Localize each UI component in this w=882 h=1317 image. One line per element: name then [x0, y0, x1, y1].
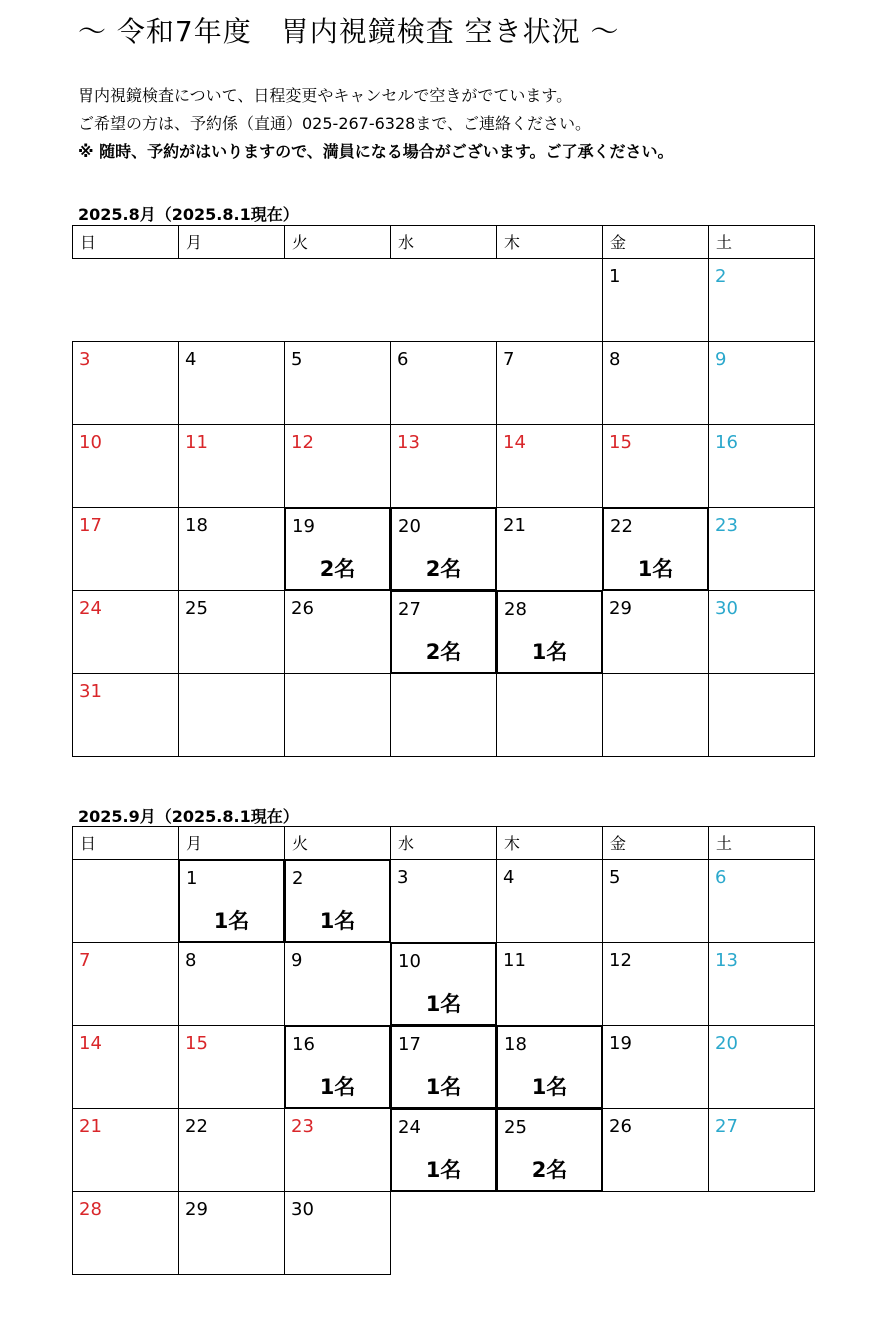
- day-cell: [178, 673, 285, 757]
- day-cell: [708, 1025, 815, 1109]
- intro-line-2: ご希望の方は、予約係（直通）025-267-6328まで、ご連絡ください。: [78, 114, 592, 133]
- day-cell: [178, 507, 285, 591]
- available-slots: 2名: [425, 557, 462, 581]
- intro-text: [78, 82, 674, 166]
- weekday-header: 木: [496, 826, 603, 860]
- day-cell: [390, 859, 497, 943]
- day-number: 11: [185, 432, 208, 453]
- day-cell: [708, 673, 815, 757]
- available-day-cell: [284, 1025, 391, 1109]
- weekday-header: 金: [602, 826, 709, 860]
- day-cell: [496, 341, 603, 425]
- day-cell: [284, 341, 391, 425]
- day-number: 23: [715, 515, 738, 536]
- day-number: 4: [503, 867, 515, 888]
- day-number: 16: [715, 432, 738, 453]
- day-number: 5: [291, 349, 303, 370]
- day-cell: [72, 424, 179, 508]
- day-number: 7: [503, 349, 515, 370]
- day-cell: [284, 590, 391, 674]
- available-day-cell: [496, 590, 603, 674]
- day-cell: [496, 942, 603, 1026]
- day-number: 24: [398, 1117, 421, 1138]
- day-number: 1: [609, 266, 621, 287]
- intro-line-1: 胃内視鏡検査について、日程変更やキャンセルで空きがでています。: [78, 86, 573, 105]
- available-day-cell: [390, 1025, 497, 1109]
- day-number: 13: [715, 950, 738, 971]
- day-number: 2: [292, 868, 304, 889]
- weekday-header: 火: [284, 826, 391, 860]
- day-number: 12: [609, 950, 632, 971]
- available-slots: 2名: [319, 557, 356, 581]
- day-cell: [602, 590, 709, 674]
- available-slots: 1名: [531, 1075, 568, 1099]
- day-number: 6: [397, 349, 409, 370]
- day-number: 16: [292, 1034, 315, 1055]
- day-cell: [72, 1108, 179, 1192]
- day-cell: [390, 673, 497, 757]
- day-number: 29: [609, 598, 632, 619]
- day-number: 1: [186, 868, 198, 889]
- available-day-cell: [390, 1108, 497, 1192]
- available-day-cell: [390, 590, 497, 674]
- day-number: 19: [292, 516, 315, 537]
- day-cell: [72, 341, 179, 425]
- day-cell: [708, 507, 815, 591]
- august-calendar-caption: 2025.8月（2025.8.1現在）: [78, 205, 299, 224]
- day-number: 21: [503, 515, 526, 536]
- available-day-cell: [178, 859, 285, 943]
- day-number: 10: [79, 432, 102, 453]
- weekday-header: 土: [708, 826, 815, 860]
- day-cell: [602, 859, 709, 943]
- available-slots: 1名: [319, 909, 356, 933]
- day-cell: [602, 424, 709, 508]
- day-number: 12: [291, 432, 314, 453]
- day-number: 30: [715, 598, 738, 619]
- day-cell: [496, 424, 603, 508]
- day-cell: [708, 1108, 815, 1192]
- day-cell: [178, 1191, 285, 1275]
- available-slots: 1名: [637, 557, 674, 581]
- day-cell: [602, 341, 709, 425]
- booking-notice: ※ 随時、予約がはいりますので、満員になる場合がございます。ご了承ください。: [78, 142, 674, 161]
- available-slots: 1名: [425, 1158, 462, 1182]
- day-cell: [178, 1025, 285, 1109]
- available-slots: 2名: [531, 1158, 568, 1182]
- weekday-header: 火: [284, 225, 391, 259]
- day-cell: [178, 942, 285, 1026]
- day-cell: [390, 341, 497, 425]
- available-day-cell: [496, 1108, 603, 1192]
- day-cell: [708, 341, 815, 425]
- available-slots: 1名: [531, 640, 568, 664]
- day-number: 23: [291, 1116, 314, 1137]
- weekday-header: 日: [72, 225, 179, 259]
- available-slots: 1名: [425, 992, 462, 1016]
- day-number: 3: [397, 867, 409, 888]
- day-number: 9: [715, 349, 727, 370]
- september-calendar-caption: 2025.9月（2025.8.1現在）: [78, 807, 299, 826]
- day-number: 18: [185, 515, 208, 536]
- weekday-header: 月: [178, 225, 285, 259]
- day-cell: [72, 1025, 179, 1109]
- day-cell: [496, 673, 603, 757]
- day-cell: [72, 673, 179, 757]
- day-number: 15: [609, 432, 632, 453]
- weekday-header: 木: [496, 225, 603, 259]
- day-number: 27: [398, 599, 421, 620]
- day-number: 17: [79, 515, 102, 536]
- day-number: 2: [715, 266, 727, 287]
- day-cell: [284, 942, 391, 1026]
- weekday-header: 水: [390, 826, 497, 860]
- day-number: 19: [609, 1033, 632, 1054]
- day-number: 4: [185, 349, 197, 370]
- day-cell: [496, 507, 603, 591]
- day-number: 29: [185, 1199, 208, 1220]
- weekday-header: 日: [72, 826, 179, 860]
- day-cell: [178, 341, 285, 425]
- available-day-cell: [390, 942, 497, 1026]
- day-number: 11: [503, 950, 526, 971]
- day-cell: [72, 507, 179, 591]
- day-number: 15: [185, 1033, 208, 1054]
- day-cell: [284, 673, 391, 757]
- available-slots: 1名: [213, 909, 250, 933]
- day-cell: [284, 1108, 391, 1192]
- day-number: 5: [609, 867, 621, 888]
- day-number: 7: [79, 950, 91, 971]
- day-cell: [708, 258, 815, 342]
- weekday-header: 月: [178, 826, 285, 860]
- available-slots: 2名: [425, 640, 462, 664]
- available-day-cell: [284, 507, 391, 591]
- day-cell: [708, 859, 815, 943]
- available-slots: 1名: [425, 1075, 462, 1099]
- day-cell: [72, 590, 179, 674]
- available-day-cell: [284, 859, 391, 943]
- day-cell: [496, 859, 603, 943]
- day-cell: [178, 1108, 285, 1192]
- day-number: 10: [398, 951, 421, 972]
- day-number: 20: [398, 516, 421, 537]
- day-number: 3: [79, 349, 91, 370]
- day-cell: [708, 424, 815, 508]
- day-number: 20: [715, 1033, 738, 1054]
- day-number: 22: [185, 1116, 208, 1137]
- available-slots: 1名: [319, 1075, 356, 1099]
- day-number: 26: [609, 1116, 632, 1137]
- day-number: 21: [79, 1116, 102, 1137]
- day-cell: [708, 590, 815, 674]
- day-number: 30: [291, 1199, 314, 1220]
- day-number: 24: [79, 598, 102, 619]
- day-number: 25: [185, 598, 208, 619]
- day-number: 28: [79, 1199, 102, 1220]
- day-number: 14: [503, 432, 526, 453]
- day-cell: [72, 1191, 179, 1275]
- weekday-header: 水: [390, 225, 497, 259]
- day-cell: [602, 1108, 709, 1192]
- day-number: 13: [397, 432, 420, 453]
- day-cell: [178, 424, 285, 508]
- day-number: 14: [79, 1033, 102, 1054]
- day-cell: [708, 942, 815, 1026]
- day-cell: [390, 424, 497, 508]
- day-number: 25: [504, 1117, 527, 1138]
- day-cell: [284, 1191, 391, 1275]
- day-cell: [602, 942, 709, 1026]
- page-title: 〜 令和7年度 胃内視鏡検査 空き状況 〜: [78, 15, 620, 48]
- day-cell: [72, 859, 179, 943]
- day-cell: [72, 942, 179, 1026]
- day-cell: [602, 258, 709, 342]
- day-number: 26: [291, 598, 314, 619]
- available-day-cell: [496, 1025, 603, 1109]
- weekday-header: 土: [708, 225, 815, 259]
- day-number: 31: [79, 681, 102, 702]
- day-cell: [602, 1025, 709, 1109]
- available-day-cell: [602, 507, 709, 591]
- day-number: 22: [610, 516, 633, 537]
- day-number: 28: [504, 599, 527, 620]
- day-number: 27: [715, 1116, 738, 1137]
- day-number: 9: [291, 950, 303, 971]
- day-number: 17: [398, 1034, 421, 1055]
- day-cell: [602, 673, 709, 757]
- day-cell: [284, 424, 391, 508]
- day-cell: [178, 590, 285, 674]
- day-number: 8: [609, 349, 621, 370]
- available-day-cell: [390, 507, 497, 591]
- day-number: 18: [504, 1034, 527, 1055]
- weekday-header: 金: [602, 225, 709, 259]
- day-number: 8: [185, 950, 197, 971]
- day-number: 6: [715, 867, 727, 888]
